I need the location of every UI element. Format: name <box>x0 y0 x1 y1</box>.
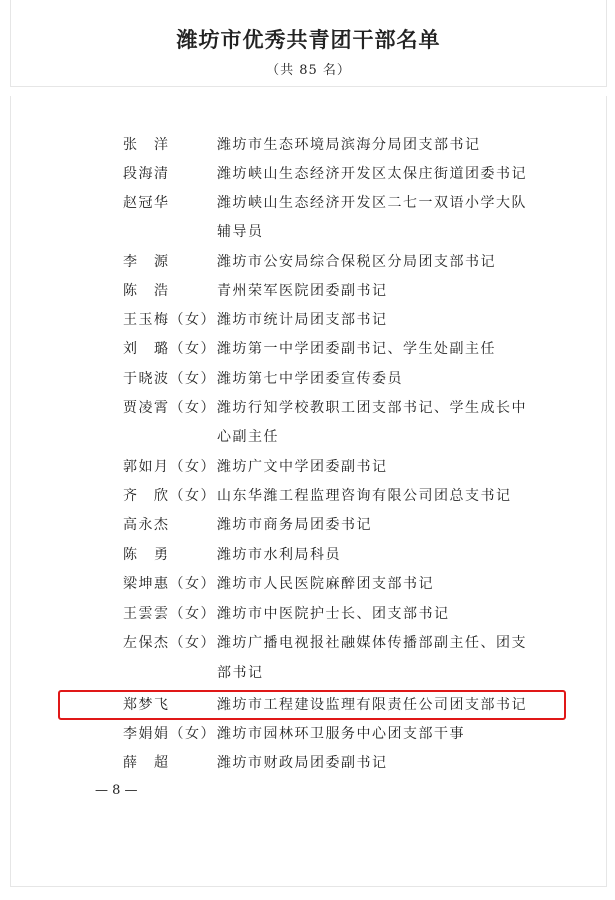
entry-name: 齐 欣（女） <box>123 488 216 504</box>
list-item-continuation <box>11 658 606 687</box>
entry-post: 青州荣军医院团委副书记 <box>217 283 388 299</box>
entry-post-continuation: 部书记 <box>217 665 264 681</box>
entry-name: 薛 超 <box>123 755 170 771</box>
list-item <box>11 481 606 510</box>
entry-post: 潍坊市水利局科员 <box>217 547 341 563</box>
entry-post: 潍坊市财政局团委副书记 <box>217 755 388 771</box>
list-item <box>11 540 606 569</box>
entry-post-continuation: 心副主任 <box>217 429 279 445</box>
entry-name: 左保杰（女） <box>123 635 216 651</box>
entry-name: 郑梦飞 <box>123 697 170 713</box>
entry-post: 潍坊峡山生态经济开发区二七一双语小学大队 <box>217 195 527 211</box>
list-item-continuation <box>11 422 606 451</box>
list-item-continuation <box>11 217 606 246</box>
entry-name: 王雲雲（女） <box>123 606 216 622</box>
entry-post: 潍坊市中医院护士长、团支部书记 <box>217 606 450 622</box>
list-item <box>11 510 606 539</box>
entry-post: 潍坊广文中学团委副书记 <box>217 459 388 475</box>
list-item <box>11 276 606 305</box>
entry-name: 刘 璐（女） <box>123 341 216 357</box>
entry-post: 潍坊市生态环境局滨海分局团支部书记 <box>217 137 481 153</box>
entry-name: 郭如月（女） <box>123 459 216 475</box>
document-header <box>10 0 607 87</box>
list-item <box>11 364 606 393</box>
entry-name: 段海清 <box>123 166 170 182</box>
entry-post: 潍坊峡山生态经济开发区太保庄街道团委书记 <box>217 166 527 182</box>
entry-post: 潍坊第七中学团委宣传委员 <box>217 371 403 387</box>
entry-post: 潍坊市人民医院麻醉团支部书记 <box>217 576 434 592</box>
document-subtitle: （共 85 名） <box>266 63 351 78</box>
entry-post: 潍坊市统计局团支部书记 <box>217 312 388 328</box>
entry-post-continuation: 辅导员 <box>217 224 264 240</box>
entry-name: 李 源 <box>123 254 170 270</box>
entry-name: 王玉梅（女） <box>123 312 216 328</box>
entry-name: 梁坤惠（女） <box>123 576 216 592</box>
entry-name: 陈 勇 <box>123 547 170 563</box>
entry-post: 山东华潍工程监理咨询有限公司团总支书记 <box>217 488 512 504</box>
entry-post: 潍坊市工程建设监理有限责任公司团支部书记 <box>217 697 527 713</box>
list-item <box>11 130 606 159</box>
entry-name: 贾凌霄（女） <box>123 400 216 416</box>
list-item <box>11 628 606 657</box>
entry-name: 于晓波（女） <box>123 371 216 387</box>
entry-post: 潍坊市商务局团委书记 <box>217 517 372 533</box>
highlight-box <box>58 690 566 720</box>
entry-post: 潍坊行知学校教职工团支部书记、学生成长中 <box>217 400 527 416</box>
list-item <box>11 748 606 777</box>
list-item <box>11 719 606 748</box>
entry-name: 高永杰 <box>123 517 170 533</box>
list-item <box>11 569 606 598</box>
list-item <box>11 305 606 334</box>
document-title: 潍坊市优秀共青团干部名单 <box>176 28 441 52</box>
list-item <box>11 393 606 422</box>
page-number: — 8 — <box>95 783 138 798</box>
entry-name: 张 洋 <box>123 137 170 153</box>
list-item <box>11 247 606 276</box>
entry-name: 赵冠华 <box>123 195 170 211</box>
entry-name: 李娟娟（女） <box>123 726 216 742</box>
document-page <box>10 96 607 887</box>
list-item <box>11 452 606 481</box>
list-item <box>11 188 606 217</box>
entry-post: 潍坊第一中学团委副书记、学生处副主任 <box>217 341 496 357</box>
list-item <box>11 159 606 188</box>
entry-name: 陈 浩 <box>123 283 170 299</box>
entry-post: 潍坊市园林环卫服务中心团支部干事 <box>217 726 465 742</box>
list-item <box>11 599 606 628</box>
entry-post: 潍坊广播电视报社融媒体传播部副主任、团支 <box>217 635 527 651</box>
list-item <box>11 334 606 363</box>
entry-post: 潍坊市公安局综合保税区分局团支部书记 <box>217 254 496 270</box>
